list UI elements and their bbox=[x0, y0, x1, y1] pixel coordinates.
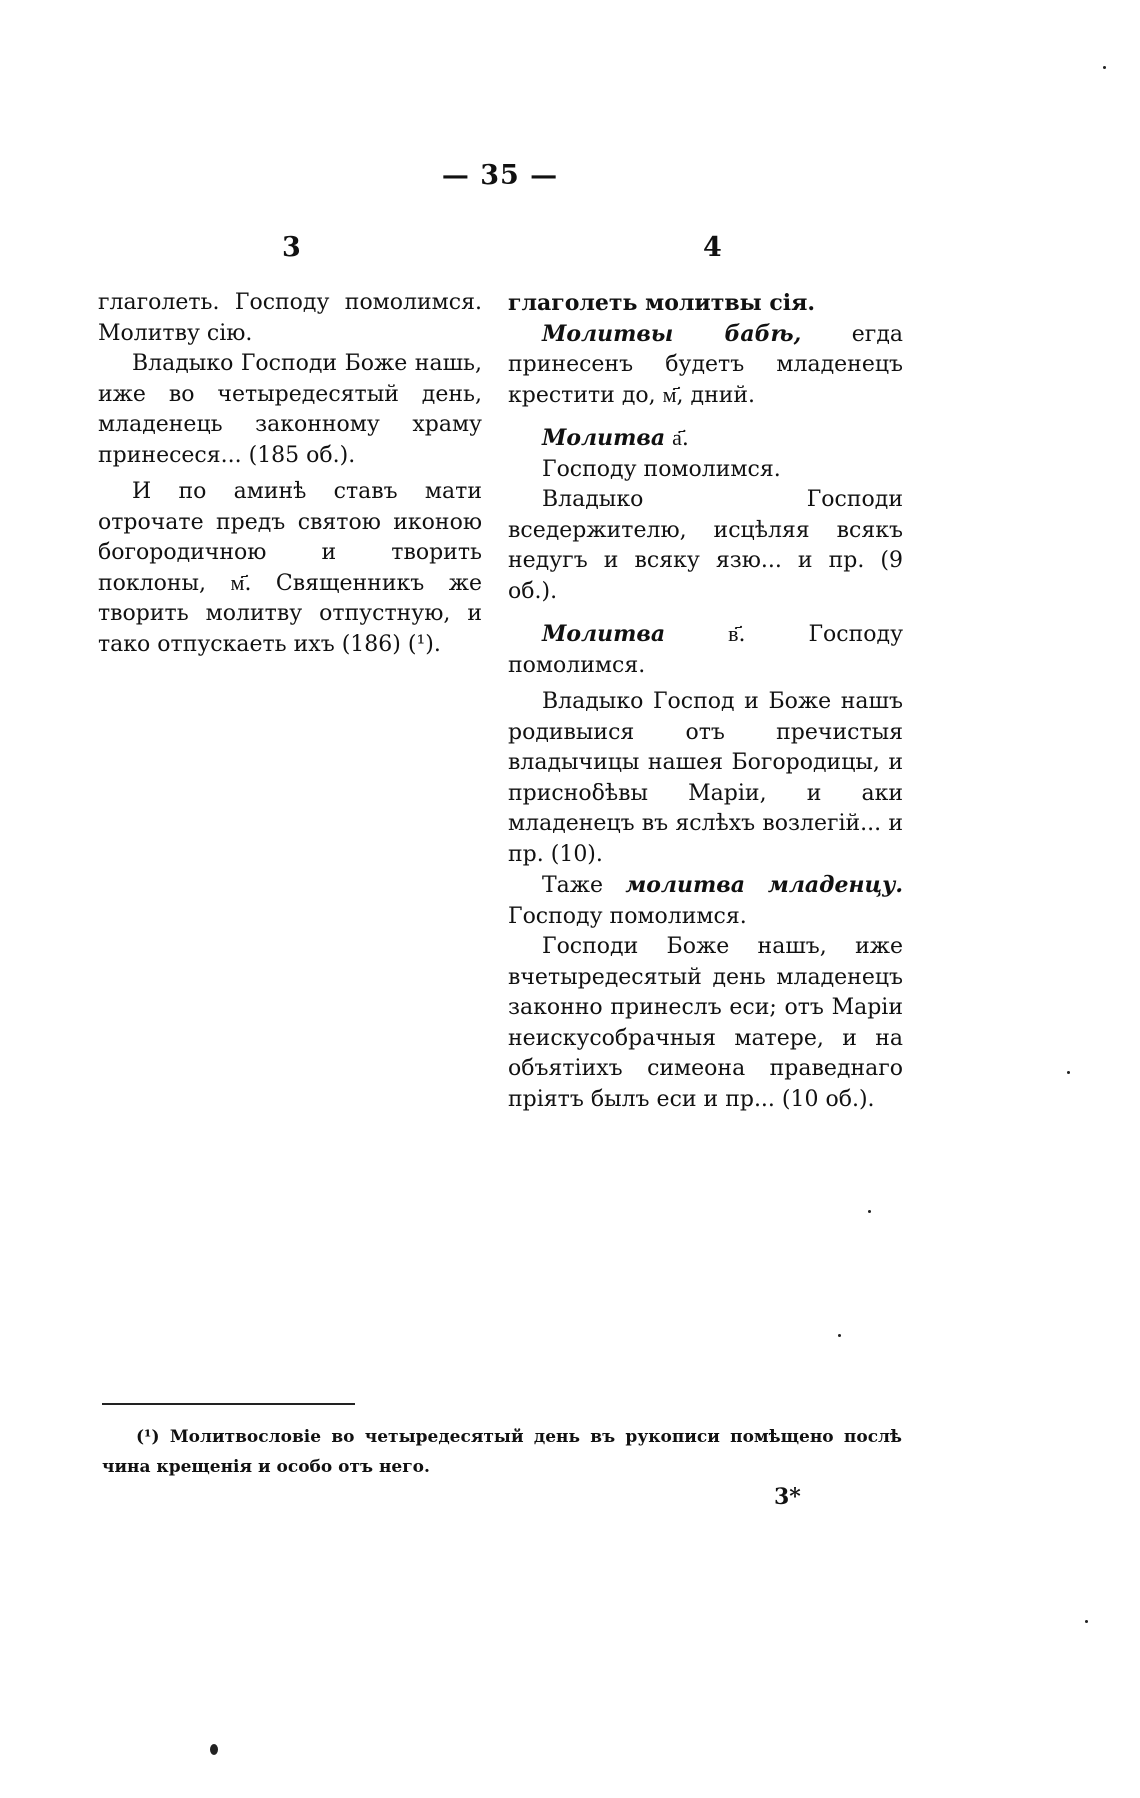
prayer-v-title: Молитва bbox=[542, 621, 666, 647]
right-column-number: 4 bbox=[703, 232, 722, 263]
left-paragraph-2: Владыко Господи Боже нашь, иже во четыредесятый день, младенець законному храму принесеся... (185 об.). bbox=[98, 351, 482, 468]
scan-speck bbox=[1085, 1620, 1088, 1623]
prayer-infant-text: Господу помолимся. bbox=[508, 903, 747, 929]
right-paragraph-7: Владыко Господ и Боже нашъ родивыися отъ пречистыя владычицы нашея Богородицы, и присноδѣвы Маріи, и аки младенецъ въ яслѣхъ возлегій... и пр. (10). bbox=[508, 689, 903, 867]
scan-speck bbox=[868, 1210, 871, 1213]
prayer-v-text: в҃. Господу помолимся. bbox=[508, 622, 904, 678]
prayer-title-midwife-text: егда принесенъ будетъ младенецъ крестити до, м҃, дний. bbox=[508, 321, 903, 408]
right-paragraph-1: глаголеть молитвы сія. bbox=[508, 290, 816, 316]
right-paragraph-8 bbox=[508, 870, 903, 932]
scan-speck bbox=[210, 1744, 218, 1755]
right-paragraph-2 bbox=[508, 319, 903, 412]
prayer-title-midwife: Молитвы бабѣ, bbox=[542, 320, 802, 347]
prayer-a-title: Молитва bbox=[542, 425, 666, 451]
footnote-rule bbox=[102, 1403, 355, 1405]
right-paragraph-4: Господу помолимся. bbox=[542, 456, 781, 482]
signature-mark: 3* bbox=[774, 1484, 801, 1510]
footnote: (¹) Молитвословіе во четыредесятый день въ рукописи помѣщено послѣ чина крещенія и особо отъ него. bbox=[102, 1427, 902, 1477]
left-column bbox=[98, 288, 482, 660]
prayer-infant-title: молитва младенцу. bbox=[625, 872, 904, 898]
scan-speck bbox=[838, 1334, 841, 1337]
right-paragraph-9: Господи Боже нашъ, иже вчетыредесятый день младенецъ законно принеслъ еси; отъ Маріи неискусобрачныя матере, и на объятіихъ симеона праведнаго пріятъ былъ еси и пр... (10 об.). bbox=[508, 934, 903, 1112]
taje-word: Таже bbox=[542, 873, 604, 898]
page-number: — 35 — bbox=[441, 160, 559, 191]
right-column bbox=[508, 288, 903, 1115]
left-paragraph-3: И по аминѣ ставъ мати отрочате предъ святою иконою богородичною и творить поклоны, м҃. Священникъ же творить молитву отпустную, и тако отпускаеть ихъ (186) (¹). bbox=[98, 479, 482, 657]
right-paragraph-5: Владыко Господи вседержителю, исцѣляя всякъ недугъ и всяку язю... и пр. (9 об.). bbox=[508, 487, 903, 604]
right-paragraph-6 bbox=[508, 619, 903, 681]
prayer-a-number: а҃. bbox=[672, 426, 689, 451]
left-column-number: 3 bbox=[282, 232, 301, 263]
scan-speck bbox=[1067, 1071, 1070, 1074]
scan-speck bbox=[1103, 66, 1106, 69]
right-paragraph-3 bbox=[508, 423, 903, 455]
left-paragraph-1: глаголеть. Господу помолимся. Молитву сію. bbox=[98, 290, 482, 346]
